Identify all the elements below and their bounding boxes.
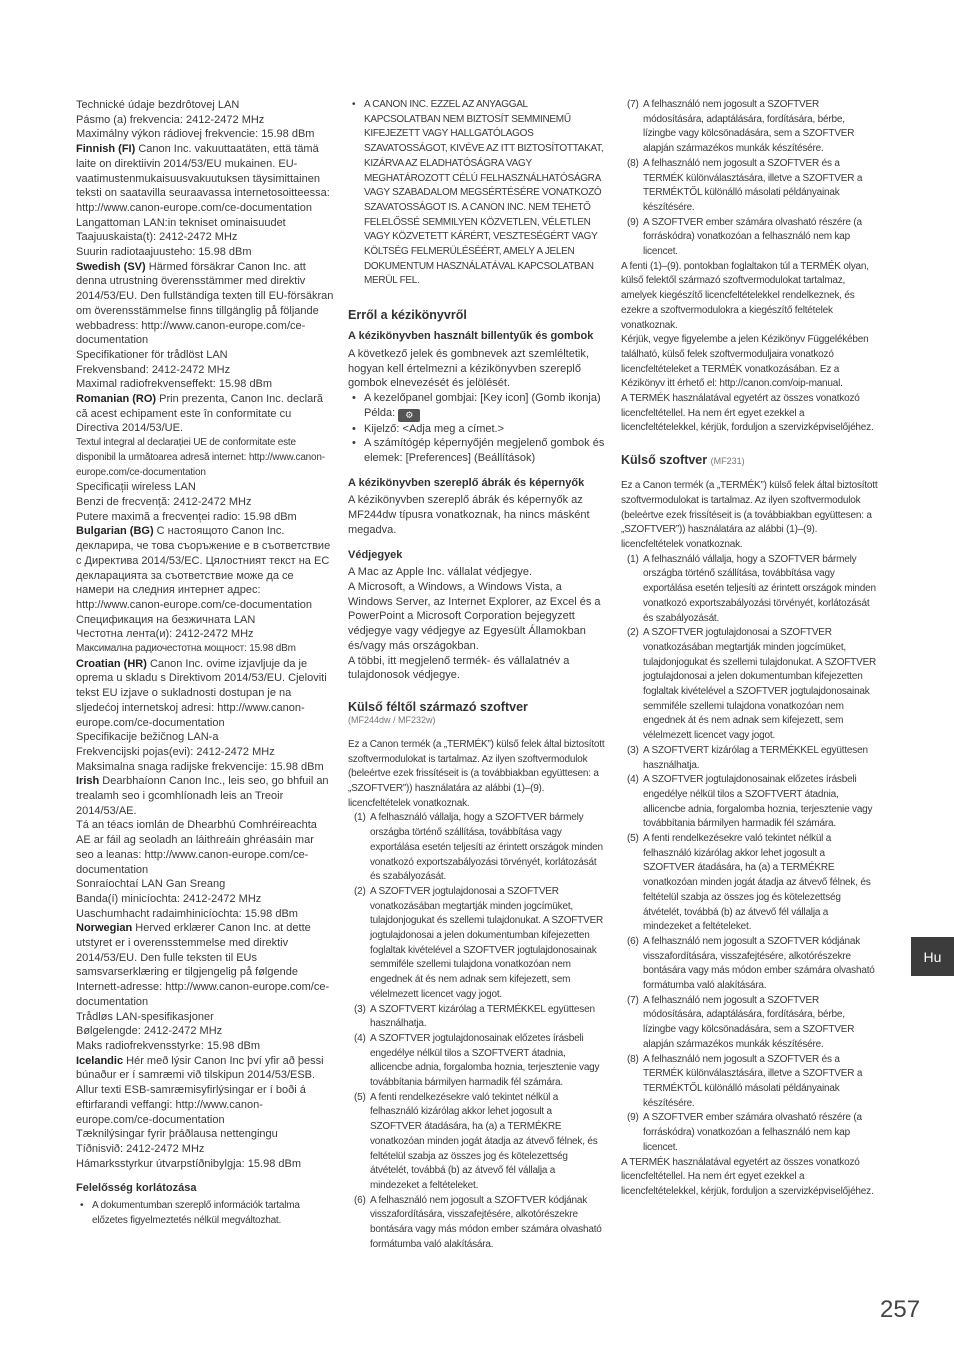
trademarks-text-2: A Microsoft, a Windows, a Windows Vista, a Windows Server, az Internet Explorer, az Excel és a PowerPoint a Microsoft Corporation bejegyzett védjegye vagy védjegye az Egyesült Államokban és/vagy más országokban. <box>348 580 601 652</box>
item-number: (3) <box>627 744 639 756</box>
no-spec-line: Trådløs LAN-spesifikasjoner <box>76 1010 214 1023</box>
item-number: (5) <box>627 833 639 845</box>
ro-declaration-text: Prin prezenta, Canon Inc. declară că acest echipament este în conformitate cu Directiva 2014/53/UE. <box>76 393 323 435</box>
fi-spec-line: Suurin radiotaajuusteho: 15.98 dBm <box>76 246 252 259</box>
figures-subheading: A kézikönyvben szereplő ábrák és képernyők <box>348 476 585 489</box>
ga-spec-line: Banda(í) minicíochta: 2412-2472 MHz <box>76 892 262 905</box>
is-spec-line: Tíðnisvið: 2412-2472 MHz <box>76 1142 205 1155</box>
bg-lang-label: Bulgarian (BG) <box>76 525 154 538</box>
external-software-title: Külső szoftver <box>621 453 708 468</box>
third-party-intro: Ez a Canon termék (a „TERMÉK”) külső felek által biztosított szoftvermodulokat is tartalmaz. Az ilyen szoftvermodulok (beleértve ezek frissítéseit is (a továbbiakban együttesen: a „SZOFTVER”)) használatára az alábbi (1)–(9). licencfeltételek vonatkoznak. <box>348 738 605 809</box>
item-text: A felhasználó nem jogosult a SZOFTVER és a TERMÉK különválasztására, illetve a SZOFTVER a TERMÉKTŐL különálló másolati példányainak készítésére. <box>643 157 863 213</box>
sv-spec-line: Maximal radiofrekvenseffekt: 15.98 dBm <box>76 378 273 391</box>
list-item <box>348 1032 606 1091</box>
no-spec-line: Maks radiofrekvensstyrke: 15.98 dBm <box>76 1040 261 1052</box>
page-number: 257 <box>880 1296 921 1323</box>
item-number: (1) <box>354 812 366 824</box>
list-item <box>621 1053 879 1112</box>
list-item <box>621 157 879 216</box>
bg-spec-line: Спецификация на безжичната LAN <box>76 613 256 626</box>
list-item <box>621 744 879 773</box>
list-item <box>348 885 606 1003</box>
bg-declaration <box>76 524 334 612</box>
fi-spec-line: Taajuuskaista(t): 2412-2472 MHz <box>76 231 238 244</box>
item-number: (6) <box>354 1194 366 1206</box>
list-item <box>348 811 606 885</box>
appendix-text: Kérjük, vegye figyelembe a jelen Kézikönyv Függelékében található, külső felek szoftvermoduljaira vonatkozó licencfeltételeket a TERMÉK vonatkozásában. Ez a Kézikönyv itt érhető el: http://canon.com/oip-manual. <box>621 334 869 390</box>
list-item: • A dokumentumban szereplő információk tartalma előzetes figyelmeztetés nélkül megváltozhat. <box>76 1199 334 1228</box>
ro-lang-label: Romanian (RO) <box>76 393 157 406</box>
is-spec-line: Tæknilýsingar fyrir þráðlausa nettengingu <box>76 1128 278 1141</box>
list-item <box>621 773 879 832</box>
item-number: (9) <box>627 216 639 228</box>
disclaimer-caps-item: • A CANON INC. EZZEL AZ ANYAGGAL KAPCSOLATBAN NEM BIZTOSÍT SEMMINEMŰ KIFEJEZETT VAGY HALLGATÓLAGOS SZAVATOSSÁGOT, KIVÉVE AZ ITT BIZTOSÍTOTTAKAT, KIZÁRVA AZ ELADHATÓSÁGRA VAGY MEGHATÁROZOTT CÉLÚ FELHASZNÁLHATÓSÁGRA VAGY SZABADALOM MEGSÉRTÉSÉRE VONATKOZÓ SZAVATOSSÁGOT IS. A CANON INC. NEM TEHETŐ FELELŐSSÉ SEMMILYEN KÖZVETLEN, VÉLETLEN VAGY KÖZVETETT KÁRÉRT, VESZTESÉGÉRT VAGY KÖLTSÉG FELMERÜLÉSÉÉRT, AMELY A JELEN DOKUMENTUM HASZNÁLATÁVAL KAPCSOLATBAN MERÜL FEL. <box>348 98 606 289</box>
sk-spec-line: Technické údaje bezdrôtovej LAN <box>76 99 240 111</box>
no-spec-line: Bølgelengde: 2412-2472 MHz <box>76 1025 223 1038</box>
column-1 <box>76 98 334 1228</box>
fi-spec-line: Langattoman LAN:in tekniset ominaisuudet <box>76 216 286 229</box>
no-lang-label: Norwegian <box>76 922 133 935</box>
item-number: (8) <box>627 157 639 169</box>
item-number: (9) <box>627 1112 639 1124</box>
list-item <box>621 626 879 744</box>
item-number: (2) <box>354 885 366 897</box>
item-number: (8) <box>627 1053 639 1065</box>
ro-spec-line: Benzi de frecvență: 2412-2472 MHz <box>76 495 252 508</box>
item-text: A SZOFTVER jogtulajdonosainak előzetes írásbeli engedélye nélkül tilos a SZOFTVERT átadnia, allicencbe adnia, forgalomba hoznia, terjesztenie vagy továbbítania bármilyen harmadik fél számára. <box>370 1032 600 1089</box>
trademarks-text-1: A Mac az Apple Inc. vállalat védjegye. <box>348 566 533 579</box>
item-text: A fenti rendelkezésekre való tekintet nélkül a felhasználó kizárólag akkor lehet jogosult a SZOFTVER átadására, ha (a) a TERMÉKRE vonatkozóan minden jogát átadja az átvevő félnek, és feltételül szabja az összes jog és kötelezettség átvételét, továbbá (b) az átvevő fél vállalja a mindezeket a feltételeket. <box>643 833 871 933</box>
bg-spec-line: Максимална радиочестотна мощност: 15.98 dBm <box>76 643 296 655</box>
item-text: A felhasználó vállalja, hogy a SZOFTVER bármely országba történő szállítása, továbbítása vagy exportálása esetén teljesíti az érintett országok minden vonatkozó exportszabályozási törvényét, korlátozását és szabályozását. <box>643 553 876 624</box>
keys-text: A következő jelek és gombnevek azt szemléltetik, hogyan kell értelmezni a kézikönyvben szereplő gombok elnevezését és jelölését. <box>348 347 589 390</box>
list-item <box>621 935 879 994</box>
column-3 <box>621 98 879 1200</box>
item-number: (3) <box>354 1003 366 1015</box>
item-text: A felhasználó nem jogosult a SZOFTVER módosítására, adaptálására, fordítására, bérbe, lízingbe vagy kölcsönadására, sem a SZOFTVER alapján származékos munkák készítésére. <box>643 99 855 155</box>
sv-spec-line: Specifikationer för trådlöst LAN <box>76 348 228 361</box>
liability-list <box>76 1199 334 1228</box>
sv-declaration <box>76 260 334 348</box>
item-text: A SZOFTVERT kizárólag a TERMÉKKEL együttesen használhatja. <box>643 744 868 771</box>
sv-spec-line: Frekvensband: 2412-2472 MHz <box>76 363 231 376</box>
fi-declaration <box>76 142 334 216</box>
ro-declaration-text-2: Textul integral al declarației UE de conformitate este disponibil la următoarea adresă internet: http://www.canon-europe.com/ce-documentation <box>76 437 325 478</box>
third-party-heading: Külső féltől származó szoftver <box>348 699 528 714</box>
column-2 <box>348 98 606 1253</box>
keys-list <box>348 391 606 466</box>
third-party-model-tag: (MF244dw / MF232w) <box>348 714 436 725</box>
ro-spec-line: Putere maximă a frecvenței radio: 15.98 dBm <box>76 510 297 523</box>
disclaimer-list <box>348 98 606 289</box>
item-number: (7) <box>627 99 639 110</box>
item-text: A felhasználó nem jogosult a SZOFTVER kódjának visszafordítására, visszafejtésére, alkotórészekre bontására vagy más módon ember számára olvasható formátumba való alakítására. <box>643 935 875 992</box>
ga-declaration-text: Dearbhaíonn Canon Inc., leis seo, go bhfuil an trealamh seo i gcomhlíonadh leis an Treoir 2014/53/AE. <box>76 775 329 817</box>
ro-spec-line: Specificații wireless LAN <box>76 481 196 494</box>
item-text: A SZOFTVER ember számára olvasható részére (a forráskódra) vonatkozóan a felhasználó nem kap licencet. <box>643 216 862 258</box>
hr-spec-line: Frekvencijski pojas(evi): 2412-2472 MHz <box>76 745 275 758</box>
bg-spec-line: Честотна лента(и): 2412-2472 MHz <box>76 628 254 641</box>
list-item <box>621 832 879 935</box>
list-item <box>348 1194 606 1253</box>
hr-spec-line: Specifikacije bežičnog LAN-a <box>76 731 219 744</box>
trademarks-text-3: A többi, itt megjelenő termék- és vállalatnév a tulajdonosok védjegye. <box>348 654 570 682</box>
ga-spec-line: Uaschumhacht radaimhinicíochta: 15.98 dBm <box>76 907 298 920</box>
external-software-intro: Ez a Canon termék (a „TERMÉK”) külső felek által biztosított szoftvermodulokat is tartalmaz. Az ilyen szoftvermodulok (beleértve ezek frissítéseit is (a továbbiakban együttesen: a „SZOFTVER”)) használatára az alábbi (1)–(9). licencfeltételek vonatkoznak. <box>621 480 878 550</box>
fi-lang-label: Finnish (FI) <box>76 143 136 156</box>
list-item <box>621 994 879 1053</box>
keys-subheading: A kézikönyvben használt billentyűk és gombok <box>348 330 594 343</box>
sk-spec-line: Pásmo (a) frekvencia: 2412-2472 MHz <box>76 113 265 126</box>
no-declaration-text: Herved erklærer Canon Inc. at dette utstyret er i overensstemmelse med direktiv 2014/53/EU. Den fulle teksten til EUs samsvarserklæring er tilgjengelig på følgende Internett-adresse: http://www.canon-europe.com/ce-documentation <box>76 922 330 1008</box>
ga-declaration <box>76 774 334 818</box>
item-text: A felhasználó nem jogosult a SZOFTVER kódjának visszafordítására, visszafejtésére, alkotórészekre bontására vagy más módon ember számára olvasható formátumba való alakítására. <box>370 1194 602 1250</box>
item-text: A SZOFTVER jogtulajdonosainak előzetes írásbeli engedélye nélkül tilos a SZOFTVERT átadnia, allicencbe adnia, forgalomba hoznia, terjesztenie vagy továbbítania bármilyen harmadik fél számára. <box>643 774 873 830</box>
no-declaration <box>76 921 334 1009</box>
liability-heading: Felelősség korlátozása <box>76 1182 197 1195</box>
bg-declaration-text: С настоящото Canon Inc. декларира, че това съоръжение е в съответствие с Директива 2014/53/ЕС. Цялостният текст на ЕС декларацията за съответствие може да се намери на следния интернет адрес: http://www.canon-europe.com/ce-documentation <box>76 525 331 611</box>
list-item <box>621 98 879 157</box>
item-number: (1) <box>627 553 639 565</box>
is-declaration-text: Hér með lýsir Canon Inc því yfir að þessi búnaður er í samræmi við tilskipun 2014/53/ESB. Allur texti ESB-samræmisyfirlýsingar er í boði á eftirfarandi veffangi: http://www.canon-europe.com/ce-documentation <box>76 1054 324 1126</box>
is-spec-line: Hámarksstyrkur útvarpstíðnibylgja: 15.98 dBm <box>76 1157 301 1170</box>
list-item <box>621 216 879 260</box>
ro-declaration <box>76 392 334 436</box>
figures-text: A kézikönyvben szereplő ábrák és képernyők az MF244dw típusra vonatkoznak, ha nincs másként megadva. <box>348 494 590 536</box>
item-text: A SZOFTVER ember számára olvasható részére (a forráskódra) vonatkozóan a felhasználó nem kap licencet. <box>643 1112 862 1153</box>
closing-text: A TERMÉK használatával egyetért az összes vonatkozó licencfeltétellel. Ha nem ért egyet ezekkel a licencfeltételekkel, kérjük, forduljon a szervizképviselőjéhez. <box>621 1156 874 1197</box>
sk-spec-line: Maximálny výkon rádiovej frekvencie: 15.98 dBm <box>76 128 315 141</box>
item-number: (2) <box>627 627 639 639</box>
ga-spec-line: Sonraíochtaí LAN Gan Sreang <box>76 878 226 891</box>
item-text: A SZOFTVER jogtulajdonosai a SZOFTVER vonatkozásában megtartják minden jogcímüket, tulajdonjogukat és szellemi tulajdonukat. A SZOFTVER jogtulajdonosai a jelen dokumentumban kifejezetten foglaltak kivételével a SZOFTVER jogtulajdonosainak semmiféle szellemi tulajdona vonatkozóan nem engednek át és nem adnak sem kifejezett, sem vélelmezett licencet vagy jogot. <box>643 627 877 742</box>
is-lang-label: Icelandic <box>76 1054 124 1067</box>
item-number: (5) <box>354 1091 366 1103</box>
ga-lang-label: Irish <box>76 775 100 788</box>
hr-lang-label: Croatian (HR) <box>76 657 147 670</box>
hr-declaration-text: Canon Inc. ovime izjavljuje da je oprema u skladu s Direktivom 2014/53/EU. Cjeloviti tekst EU izjave o sukladnosti dostupan je na sljedećoj internetskoj adresi: http://www.canon-europe.com/ce-documentation <box>76 657 327 729</box>
language-tab: Hu <box>911 937 954 976</box>
ga-declaration-text-2: Tá an téacs iomlán de Dhearbhú Comhréireachta AE ar fáil ag seoladh an láithreáin ghréasáin mar seo a leanas: http://www.canon-europe.com/ce-documentation <box>76 819 317 876</box>
list-item <box>348 1003 606 1032</box>
third-party-terms-continued <box>621 98 879 260</box>
item-number: (6) <box>627 935 639 947</box>
list-item <box>348 1091 606 1194</box>
agreement-text: A TERMÉK használatával egyetért az összes vonatkozó licencfeltétellel. Ha nem ért egyet ezekkel a licencfeltételekkel, kérjük, forduljon a szervizképviselőjéhez. <box>621 393 874 434</box>
hr-spec-line: Maksimalna snaga radijske frekvencije: 15.98 dBm <box>76 760 324 773</box>
keys-item-1-text: A kezelőpanel gombjai: [Key icon] (Gomb ikonja) Példa: <box>364 391 601 419</box>
list-item <box>621 1111 879 1155</box>
sv-lang-label: Swedish (SV) <box>76 260 146 273</box>
trademarks-subheading: Védjegyek <box>348 548 403 561</box>
external-software-terms <box>621 553 879 1156</box>
gear-key-icon: ⚙ <box>398 409 420 422</box>
manual-heading: Erről a kézikönyvről <box>348 308 467 323</box>
item-text: A SZOFTVERT kizárólag a TERMÉKKEL együttesen használhatja. <box>370 1003 595 1030</box>
sv-declaration-text: Härmed försäkrar Canon Inc. att denna utrustning överensstämmer med direktiv 2014/53/EU. Den fullständiga texten till EU-försäkran om överensstämmelse finns tillgänglig på följande webbadress: http://www.canon-europe.com/ce-documentation <box>76 260 334 347</box>
external-software-model-tag: (MF231) <box>710 456 745 467</box>
hr-declaration <box>76 657 334 731</box>
item-number: (4) <box>627 774 639 786</box>
fi-declaration-text: Canon Inc. vakuuttaatäten, että tämä laite on direktiivin 2014/53/EU mukainen. EU-vaatimustenmukaisuusvakuutuksen täysimittainen teksti on saatavilla seuraavassa internetosoitteessa: http://www.canon-europe.com/ce-documentation <box>76 143 330 214</box>
item-text: A SZOFTVER jogtulajdonosai a SZOFTVER vonatkozásában megtartják minden jogcímüket, tulajdonjogukat és szellemi tulajdonukat. A SZOFTVER jogtulajdonosai a jelen dokumentumban kifejezetten foglaltak kivételével a SZOFTVER jogtulajdonosainak semmiféle szellemi tulajdona vonatkozóan nem engednek át és nem adnak sem kifejezett, sem vélelmezett licencet vagy jogot. <box>370 885 604 1000</box>
third-party-terms <box>348 811 606 1252</box>
list-item: • A számítógép képernyőjén megjelenő gombok és elemek: [Preferences] (Beállítások) <box>348 436 606 465</box>
external-software-heading <box>621 452 879 469</box>
list-item <box>621 553 879 627</box>
is-declaration <box>76 1054 334 1128</box>
item-text: A felhasználó nem jogosult a SZOFTVER módosítására, adaptálására, fordítására, bérbe, lízingbe vagy kölcsönadására, sem a SZOFTVER alapján származékos munkák készítésére. <box>643 994 855 1050</box>
additional-terms-text: A fenti (1)–(9). pontokban foglaltakon túl a TERMÉK olyan, külső felektől származó szoftvermodulokat tartalmaz, amelyek kiegészítő licencfeltételekkel rendelkeznek, és ezekre a szoftvermodulokra a kiegészítő feltételek vonatkoznak. <box>621 260 869 331</box>
item-text: A felhasználó vállalja, hogy a SZOFTVER bármely országba történő szállítása, továbbítása vagy exportálása esetén teljesíti az érintett országok minden vonatkozó exportszabályozási törvényét, korlátozását és szabályozását. <box>370 812 603 883</box>
list-item <box>348 391 606 422</box>
list-item: • Kijelző: <Adja meg a címet.> <box>348 422 606 437</box>
item-text: A fenti rendelkezésekre való tekintet nélkül a felhasználó kizárólag akkor lehet jogosult a SZOFTVER átadására, ha (a) a TERMÉKRE vonatkozóan minden jogát átadja az átvevő félnek, és feltételül szabja az összes jog és kötelezettség átvételét, továbbá (b) az átvevő fél vállalja a mindezeket a feltételeket. <box>370 1091 598 1191</box>
item-number: (4) <box>354 1032 366 1044</box>
item-number: (7) <box>627 994 639 1006</box>
item-text: A felhasználó nem jogosult a SZOFTVER és a TERMÉK különválasztására, illetve a SZOFTVER a TERMÉKTŐL különálló másolati példányainak készítésére. <box>643 1053 863 1109</box>
